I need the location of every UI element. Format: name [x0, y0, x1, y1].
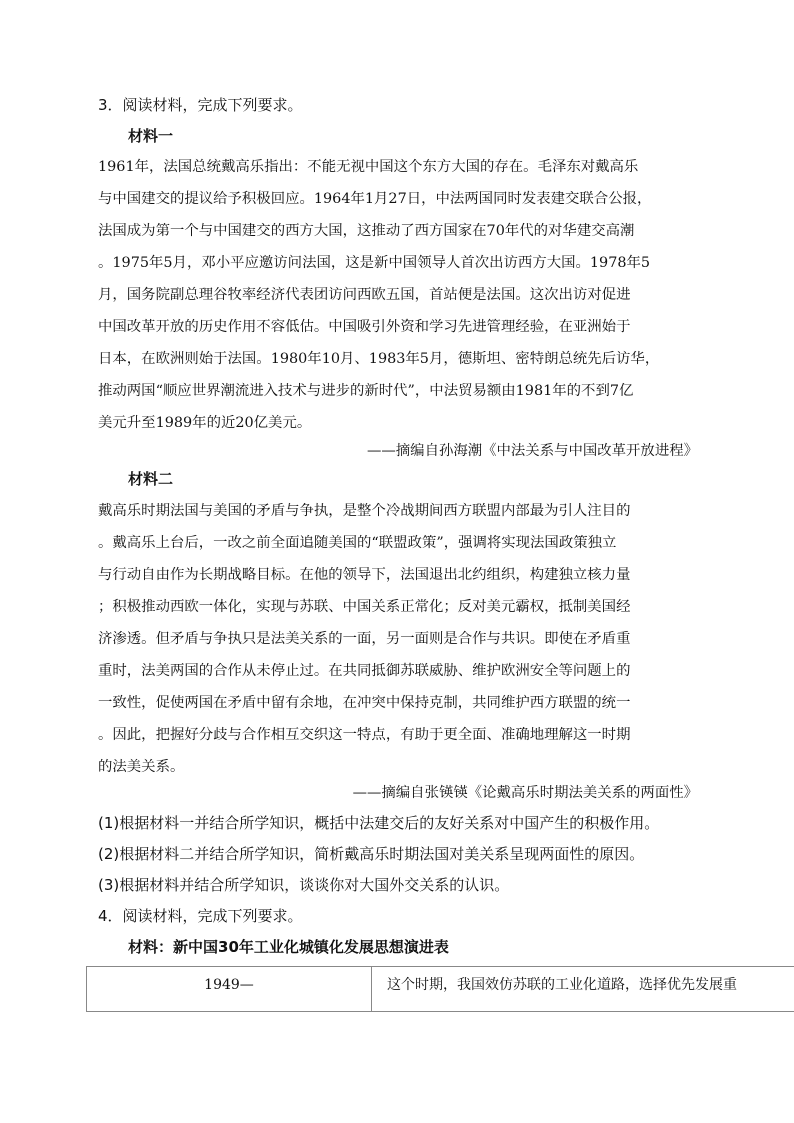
material-2-line: 重时，法美两国的合作从未停止过。在共同抵御苏联威胁、维护欧洲安全等问题上的: [98, 663, 631, 679]
question-item: (2)根据材料二并结合所学知识，简析戴高乐时期法国对美关系呈现两面性的原因。: [98, 845, 645, 863]
material-2-line: 戴高乐时期法国与美国的矛盾与争执，是整个冷战期间西方联盟内部最为引人注目的: [98, 503, 631, 519]
material-2-line: 的法美关系。: [98, 759, 185, 775]
material-2-source: ——摘编自张锳锳《论戴高乐时期法美关系的两面性》: [352, 785, 698, 801]
material-2-line: 与行动自由作为长期战略目标。在他的领导下，法国退出北约组织，构建独立核力量: [98, 567, 631, 583]
question-item: (3)根据材料并结合所学知识，谈谈你对大国外交关系的认识。: [98, 876, 510, 894]
material-1-line: 。1975年5月，邓小平应邀访问法国，这是新中国领导人首次出访西方大国。1978年5: [98, 255, 651, 271]
q4-material-label: 材料：新中国30年工业化城镇化发展思想演进表: [128, 938, 449, 956]
material-1-title: 材料一: [128, 127, 174, 145]
material-2-line: ；积极推动西欧一体化，实现与苏联、中国关系正常化；反对美元霸权，抵制美国经: [98, 599, 631, 615]
material-2-line: 。戴高乐上台后，一改之前全面追随美国的“联盟政策”，强调将实现法国政策独立: [98, 535, 617, 551]
material-1-line: 1961年，法国总统戴高乐指出：不能无视中国这个东方大国的存在。毛泽东对戴高乐: [98, 159, 639, 175]
material-2-title: 材料二: [128, 470, 174, 488]
material-1-line: 日本，在欧洲则始于法国。1980年10月、1983年5月，德斯坦、密特朗总统先后访华，: [98, 351, 660, 367]
material-1-line: 月，国务院副总理谷牧率经济代表团访问西欧五国，首站便是法国。这次出访对促进: [98, 287, 631, 303]
material-1-source: ——摘编自孙海潮《中法关系与中国改革开放进程》: [367, 443, 698, 459]
table-cell-year: 1949—: [87, 967, 372, 1011]
material-2-line: 济渗透。但矛盾与争执只是法美关系的一面，另一面则是合作与共识。即使在矛盾重: [98, 631, 631, 647]
table-cell-text: 这个时期，我国效仿苏联的工业化道路，选择优先发展重: [387, 977, 737, 993]
question-item: (1)根据材料一并结合所学知识，概括中法建交后的友好关系对中国产生的积极作用。: [98, 814, 660, 832]
material-1-line: 美元升至1989年的近20亿美元。: [98, 415, 312, 431]
material-1-line: 中国改革开放的历史作用不容低估。中国吸引外资和学习先进管理经验，在亚洲始于: [98, 319, 631, 335]
q4-header: 4．阅读材料，完成下列要求。: [98, 907, 303, 925]
material-1-line: 与中国建交的提议给予积极回应。1964年1月27日，中法两国同时发表建交联合公报，: [98, 191, 652, 207]
q3-header: 3．阅读材料，完成下列要求。: [98, 96, 303, 114]
material-1-line: 法国成为第一个与中国建交的西方大国，这推动了西方国家在70年代的对华建交高潮: [98, 223, 635, 239]
material-2-line: 。因此，把握好分歧与合作相互交织这一特点，有助于更全面、准确地理解这一时期: [98, 727, 631, 743]
material-1-line: 推动两国“顺应世界潮流进入技术与进步的新时代”，中法贸易额由1981年的不到7亿: [98, 383, 634, 399]
material-2-line: 一致性，促使两国在矛盾中留有余地，在冲突中保持克制，共同维护西方联盟的统一: [98, 695, 631, 711]
development-table: [86, 966, 794, 1012]
